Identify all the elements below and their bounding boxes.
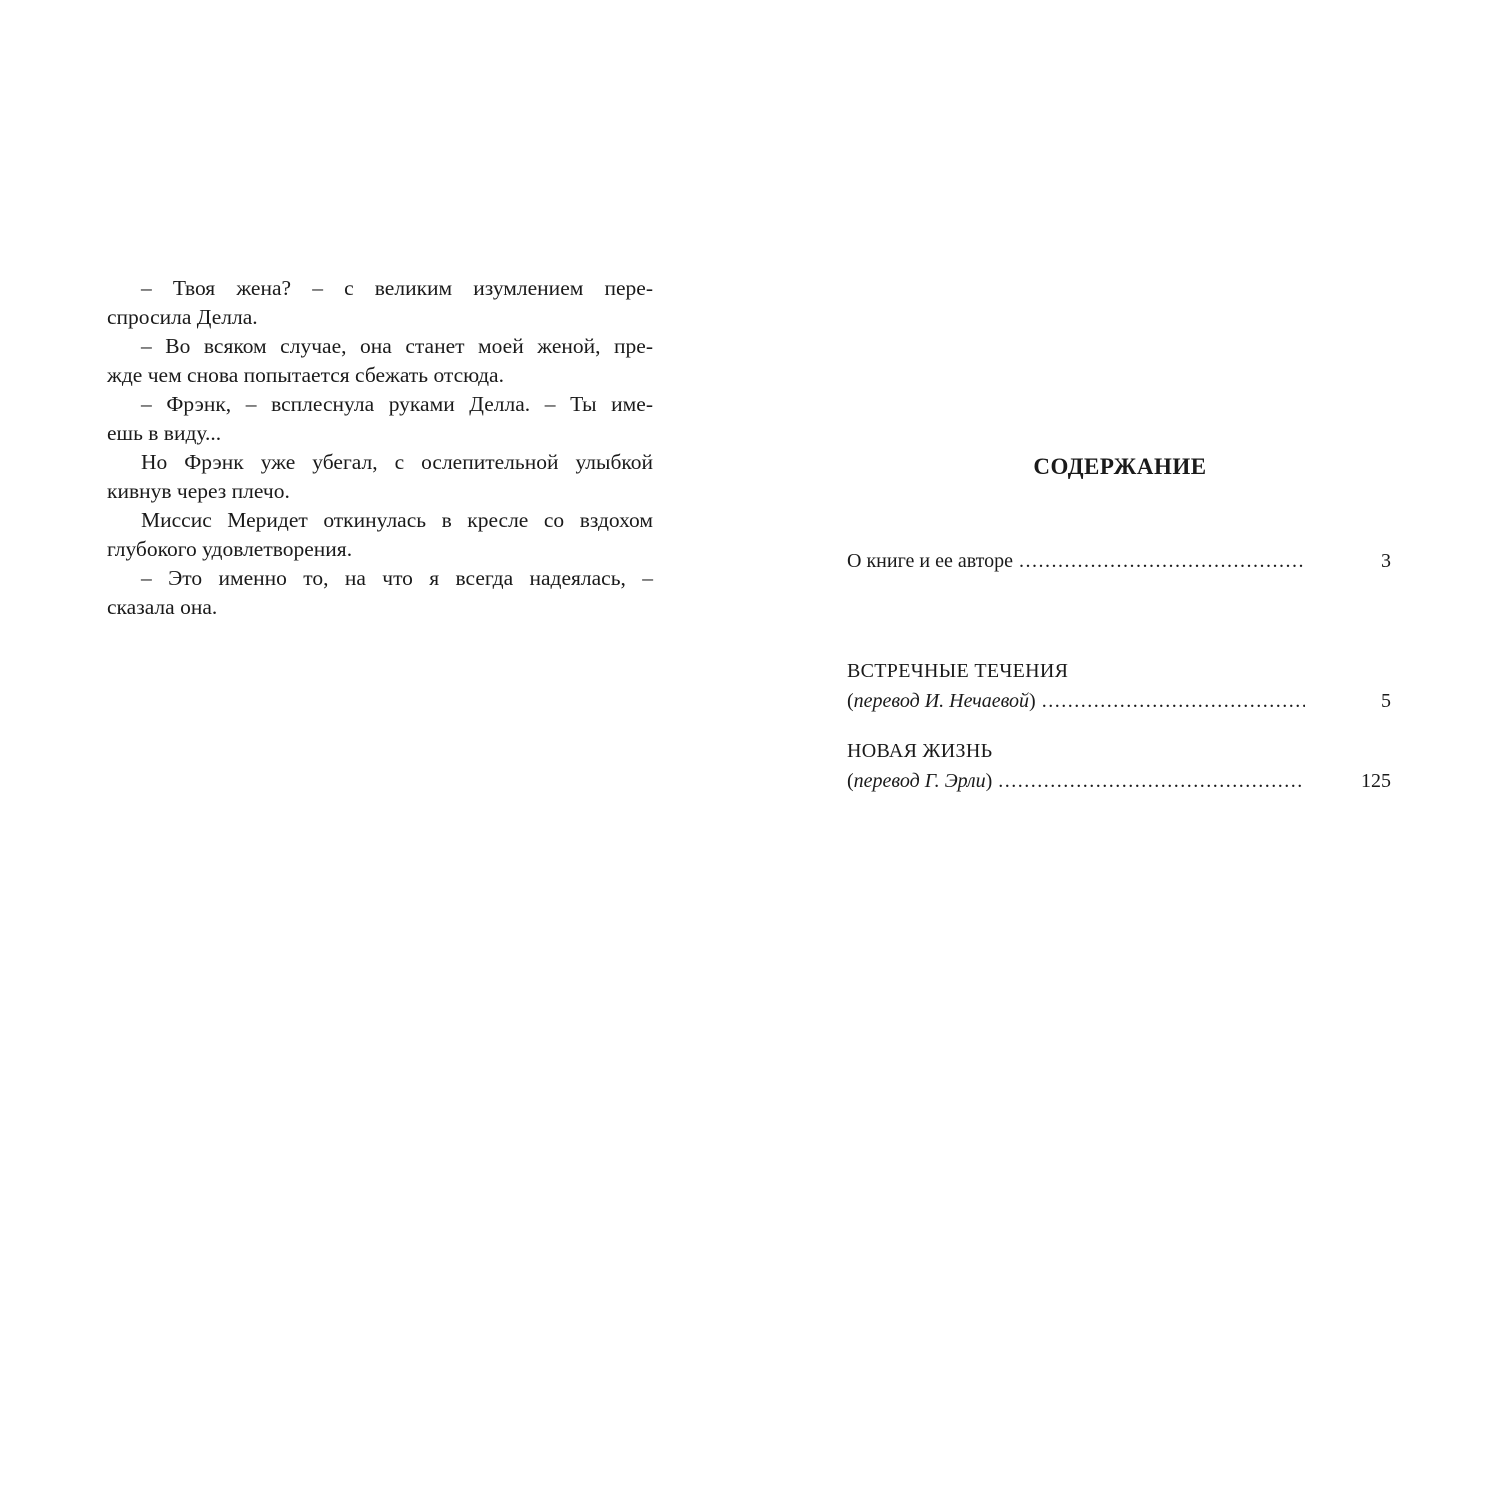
toc-section-heading[interactable]: НОВАЯ ЖИЗНЬ (847, 740, 993, 762)
prose-line: – Твоя жена? – с великим изумлением пере- (141, 276, 653, 300)
toc-leader-dots (1042, 690, 1305, 713)
toc-page-number: 125 (1361, 770, 1391, 792)
prose-line: сказала она. (107, 595, 218, 619)
translator-name: перевод И. Нечаевой (853, 690, 1030, 712)
prose-line: жде чем снова попытается сбежать отсюда. (107, 363, 504, 387)
toc-page-number: 5 (1381, 690, 1391, 712)
prose-line: Но Фрэнк уже убегал, с ослепительной улыбкой (141, 450, 653, 474)
toc-entry-about[interactable] (847, 550, 1391, 580)
prose-line: – Во всяком случае, она станет моей женой, пре- (141, 334, 653, 358)
toc-leader-dots (998, 770, 1305, 793)
toc-entry-label: О книге и ее авторе (847, 550, 1014, 572)
toc-entry-label: (перевод Г. Эрли) (847, 770, 993, 792)
prose-line: спросила Делла. (107, 305, 258, 329)
prose-text (107, 274, 653, 622)
toc-section-heading[interactable]: ВСТРЕЧНЫЕ ТЕЧЕНИЯ (847, 660, 1069, 682)
toc-page-number: 3 (1381, 550, 1391, 572)
toc-entry-translator[interactable] (847, 690, 1391, 720)
toc-entry-label: (перевод И. Нечаевой) (847, 690, 1036, 712)
toc-leader-dots (1019, 550, 1305, 573)
prose-line: – Это именно то, на что я всегда надеялась, – (141, 566, 653, 590)
prose-line: глубокого удовлетворения. (107, 537, 353, 561)
translator-name: перевод Г. Эрли (853, 770, 986, 792)
prose-line: Миссис Меридет откинулась в кресле со вздохом (141, 508, 653, 532)
prose-line: ешь в виду... (107, 421, 222, 445)
toc-title: СОДЕРЖАНИЕ (1033, 454, 1207, 479)
toc-entry-translator[interactable] (847, 770, 1391, 800)
prose-line: кивнув через плечо. (107, 479, 290, 503)
prose-line: – Фрэнк, – всплеснула руками Делла. – Ты име- (141, 392, 653, 416)
